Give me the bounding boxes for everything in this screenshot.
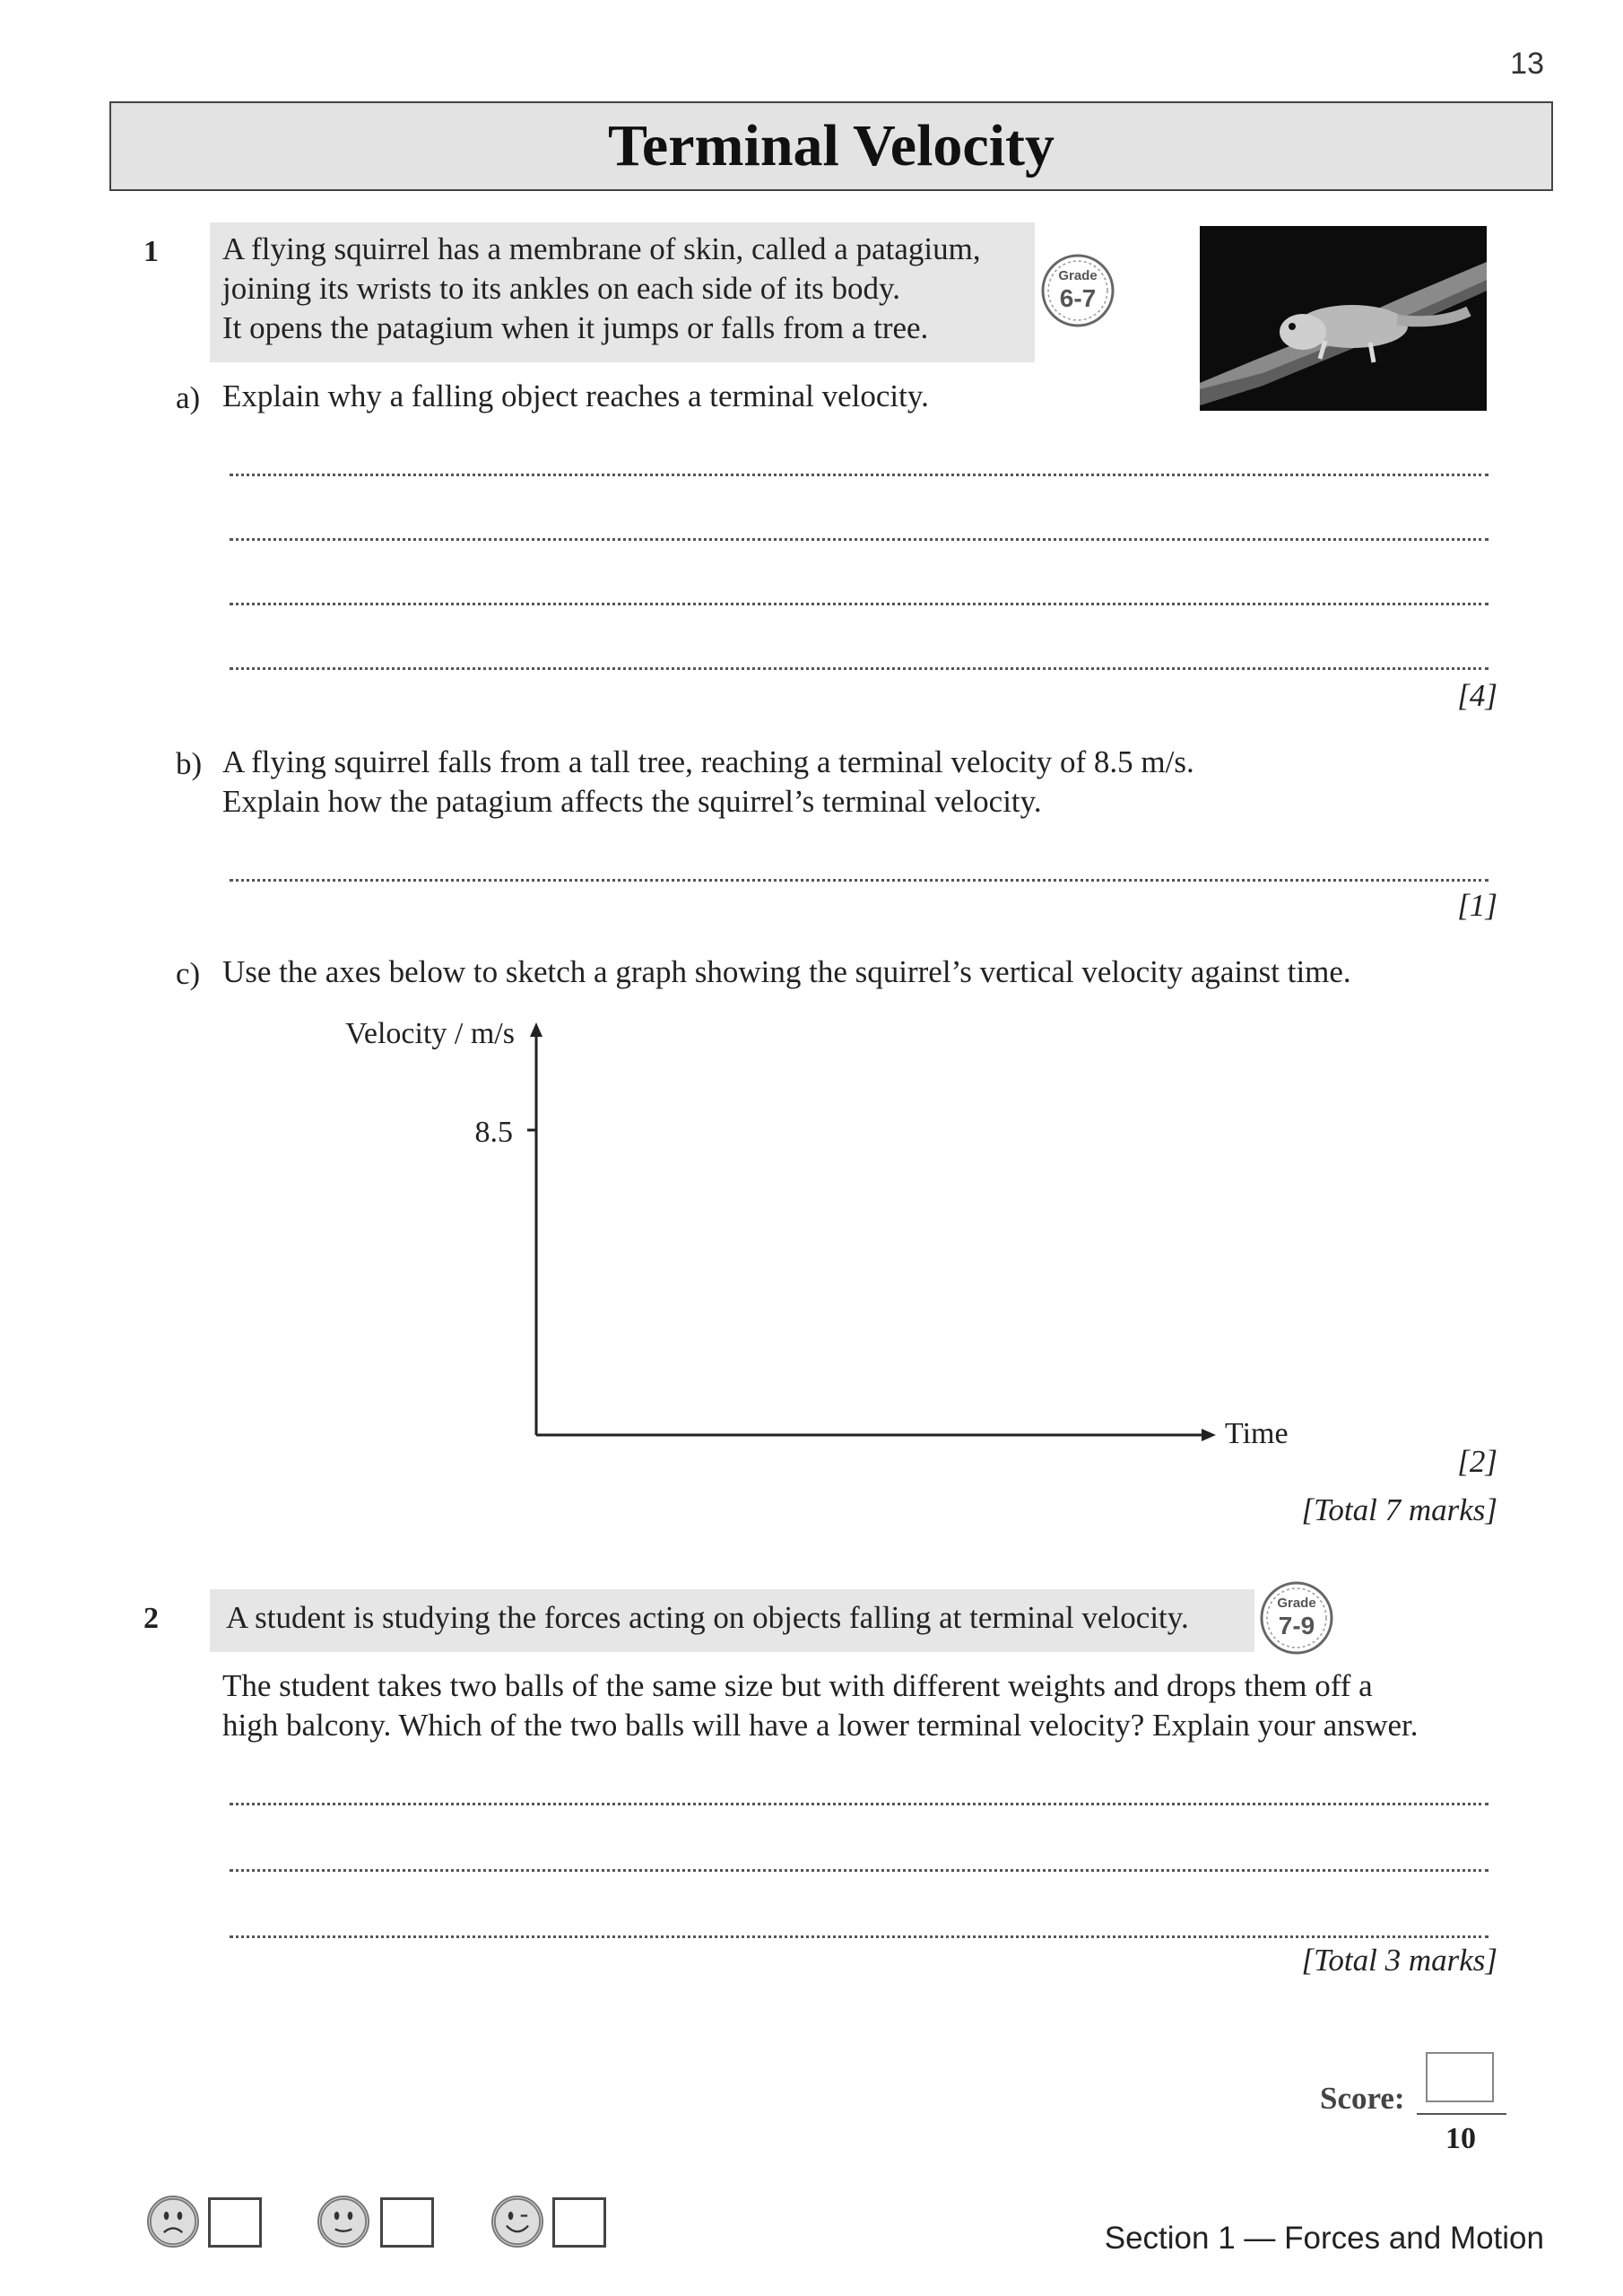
title-bar xyxy=(109,101,1553,191)
question-2-number: 2 xyxy=(143,1602,159,1635)
answer-line[interactable] xyxy=(230,1869,1488,1872)
self-assessment-box-happy[interactable] xyxy=(552,2197,606,2248)
section-footer: Section 1 — Forces and Motion xyxy=(1104,2221,1544,2256)
self-assessment-box-sad[interactable] xyxy=(208,2197,262,2248)
self-assessment-box-neutral[interactable] xyxy=(380,2197,434,2248)
intro-line: A flying squirrel has a membrane of skin, called a patagium, xyxy=(222,231,981,266)
part-c-marks: [2] xyxy=(1457,1444,1497,1479)
y-axis-label: Velocity / m/s xyxy=(345,1017,515,1050)
question-2-total: [Total 3 marks] xyxy=(1301,1943,1497,1978)
part-c-label: c) xyxy=(176,956,201,991)
page-title: Terminal Velocity xyxy=(607,113,1055,178)
part-a-marks: [4] xyxy=(1457,678,1497,713)
score-out-of: 10 xyxy=(1445,2122,1476,2155)
question-2-text xyxy=(222,1666,1419,1745)
answer-line[interactable] xyxy=(230,603,1488,605)
answer-line[interactable] xyxy=(230,879,1488,882)
grade-value: 6-7 xyxy=(1059,284,1097,312)
part-b-question xyxy=(222,743,1194,822)
answer-line[interactable] xyxy=(230,538,1488,541)
x-axis-arrow-icon xyxy=(1202,1429,1216,1441)
sad-face-icon xyxy=(147,2196,199,2248)
grade-value: 7-9 xyxy=(1278,1612,1315,1639)
y-axis-arrow-icon xyxy=(530,1022,542,1037)
question-2-line: The student takes two balls of the same size but with different weights and drops them off a xyxy=(222,1668,1373,1703)
x-axis-label: Time xyxy=(1225,1417,1289,1450)
score-label: Score: xyxy=(1320,2081,1405,2116)
part-b-marks: [1] xyxy=(1457,888,1497,923)
answer-line[interactable] xyxy=(230,667,1488,670)
question-1-intro xyxy=(210,222,1035,362)
happy-face-icon xyxy=(491,2196,543,2248)
y-tick-label: 8.5 xyxy=(474,1116,513,1149)
flying-squirrel-photo xyxy=(1200,226,1487,411)
grade-badge-icon xyxy=(1259,1580,1334,1656)
sketch-axes[interactable] xyxy=(502,1021,1219,1451)
question-1-total: [Total 7 marks] xyxy=(1301,1492,1497,1527)
answer-line[interactable] xyxy=(230,1935,1488,1938)
score-divider xyxy=(1417,2113,1506,2115)
part-c-question: Use the axes below to sketch a graph showing the squirrel’s vertical velocity against time. xyxy=(222,954,1351,989)
page-number: 13 xyxy=(1510,47,1544,81)
answer-line[interactable] xyxy=(230,1803,1488,1805)
grade-label: Grade xyxy=(1277,1596,1316,1611)
grade-badge-icon xyxy=(1040,253,1115,328)
answer-line[interactable] xyxy=(230,474,1488,476)
part-a-question: Explain why a falling object reaches a terminal velocity. xyxy=(222,378,929,413)
question-1-number: 1 xyxy=(143,235,159,268)
intro-line: It opens the patagium when it jumps or falls from a tree. xyxy=(222,310,929,345)
part-b-line: Explain how the patagium affects the squirrel’s terminal velocity. xyxy=(222,784,1042,819)
question-2-intro: A student is studying the forces acting on objects falling at terminal velocity. xyxy=(210,1589,1254,1652)
part-b-line: A flying squirrel falls from a tall tree, reaching a terminal velocity of 8.5 m/s. xyxy=(222,744,1194,779)
score-input-box[interactable] xyxy=(1426,2052,1494,2102)
part-a-label: a) xyxy=(176,380,201,415)
part-b-label: b) xyxy=(176,746,203,781)
neutral-face-icon xyxy=(317,2196,369,2248)
question-2-line: high balcony. Which of the two balls will have a lower terminal velocity? Explain your answer. xyxy=(222,1708,1419,1743)
intro-line: joining its wrists to its ankles on each side of its body. xyxy=(222,271,901,306)
grade-label: Grade xyxy=(1058,268,1098,283)
